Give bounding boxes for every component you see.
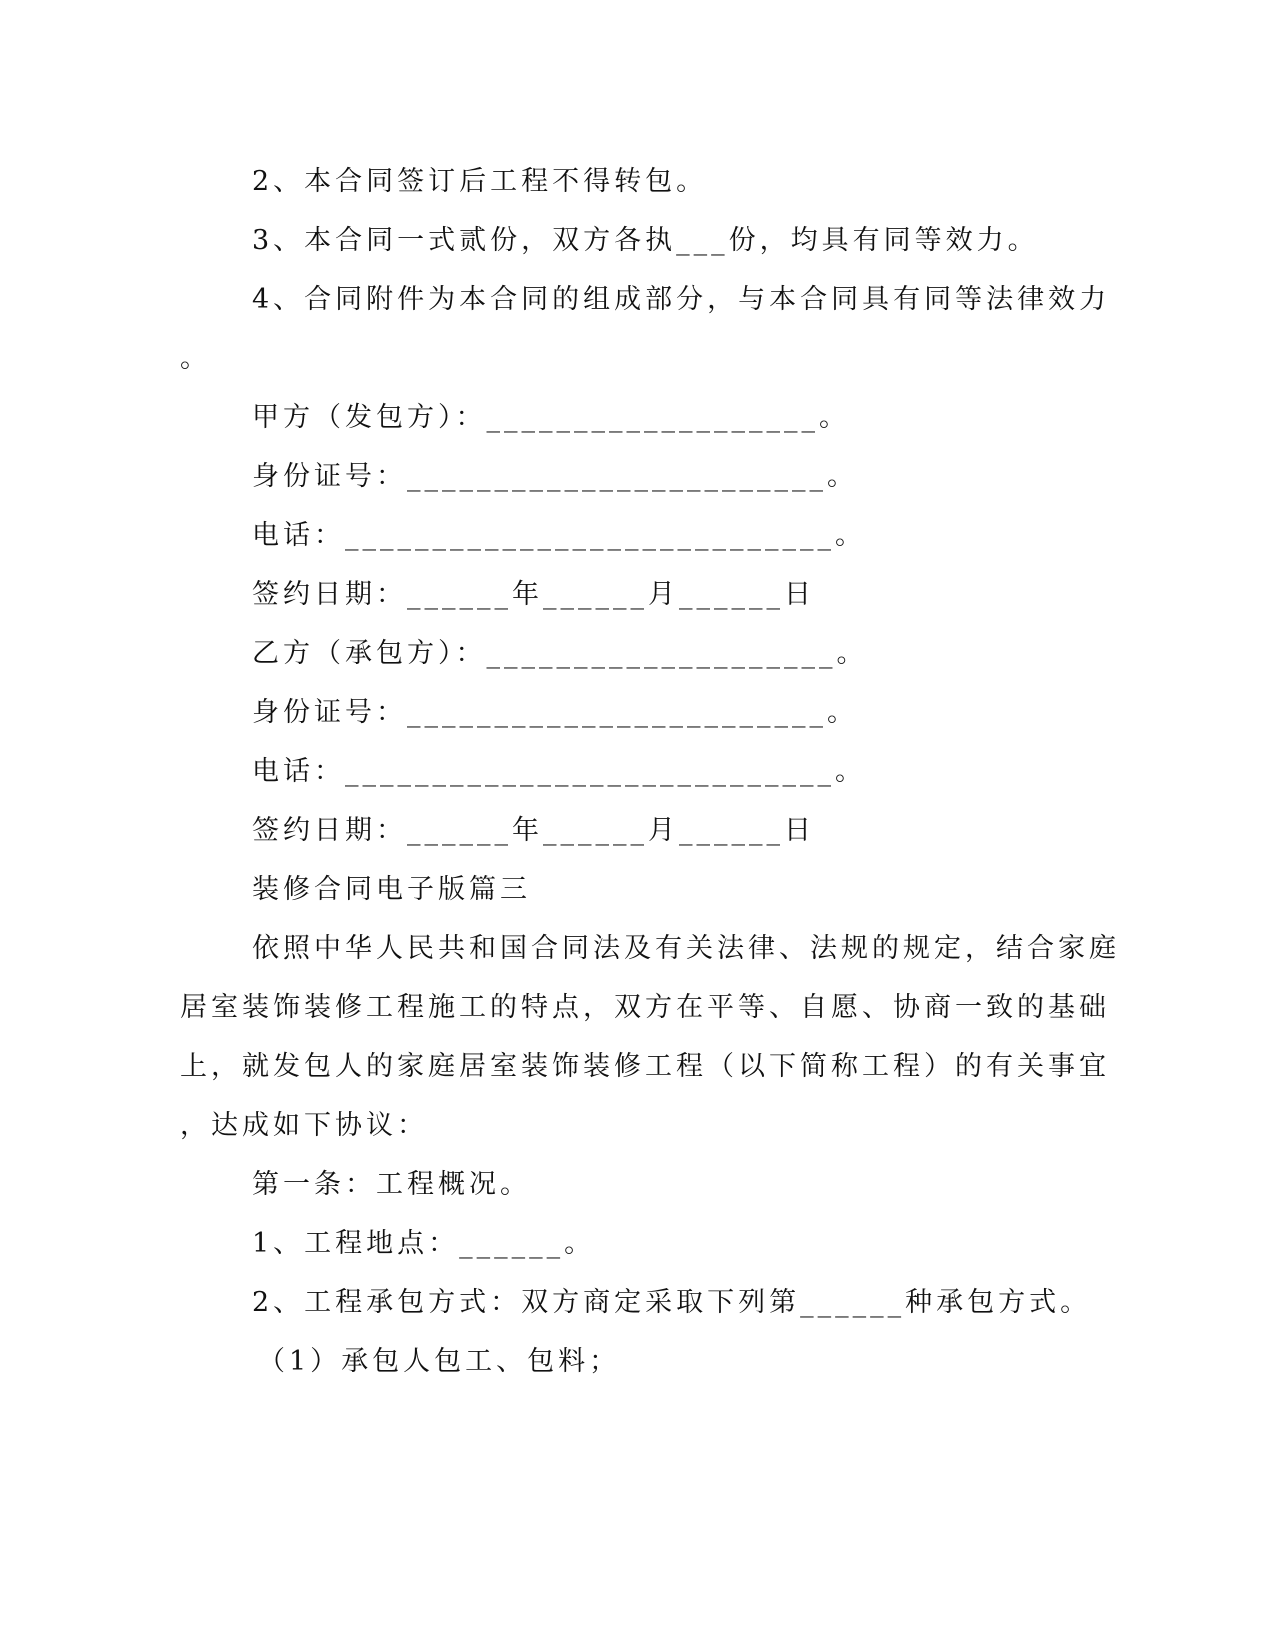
party-b-phone: 电话：____________________________。 xyxy=(252,756,866,787)
section-heading: 装修合同电子版篇三 xyxy=(252,874,531,905)
party-a-id-number: 身份证号：________________________。 xyxy=(252,461,858,492)
contract-method-option-1: （1）承包人包工、包料； xyxy=(258,1346,621,1377)
preamble-line-1: 依照中华人民共和国合同法及有关法律、法规的规定，结合家庭 xyxy=(252,933,1120,964)
party-a-phone: 电话：____________________________。 xyxy=(252,520,866,551)
preamble-line-4: ，达成如下协议： xyxy=(180,1110,428,1141)
party-a-sign-date: 签约日期：______年______月______日 xyxy=(252,579,815,610)
project-location: 1、工程地点：______。 xyxy=(252,1228,596,1259)
clause-attachments-end: 。 xyxy=(180,343,211,374)
clause-attachments: 4、合同附件为本合同的组成部分，与本合同具有同等法律效力 xyxy=(252,284,1111,315)
clause-no-subcontract: 2、本合同签订后工程不得转包。 xyxy=(252,166,708,197)
party-b-sign-date: 签约日期：______年______月______日 xyxy=(252,815,815,846)
party-b-name: 乙方（承包方）：____________________。 xyxy=(252,638,868,669)
party-b-id-number: 身份证号：________________________。 xyxy=(252,697,858,728)
preamble-line-3: 上，就发包人的家庭居室装饰装修工程（以下简称工程）的有关事宜 xyxy=(180,1051,1110,1082)
clause-copies: 3、本合同一式贰份，双方各执___份，均具有同等效力。 xyxy=(252,225,1039,256)
article-one-heading: 第一条：工程概况。 xyxy=(252,1169,531,1200)
contract-method: 2、工程承包方式：双方商定采取下列第______种承包方式。 xyxy=(252,1287,1092,1318)
party-a-name: 甲方（发包方）：___________________。 xyxy=(252,402,850,433)
preamble-line-2: 居室装饰装修工程施工的特点，双方在平等、自愿、协商一致的基础 xyxy=(180,992,1110,1023)
